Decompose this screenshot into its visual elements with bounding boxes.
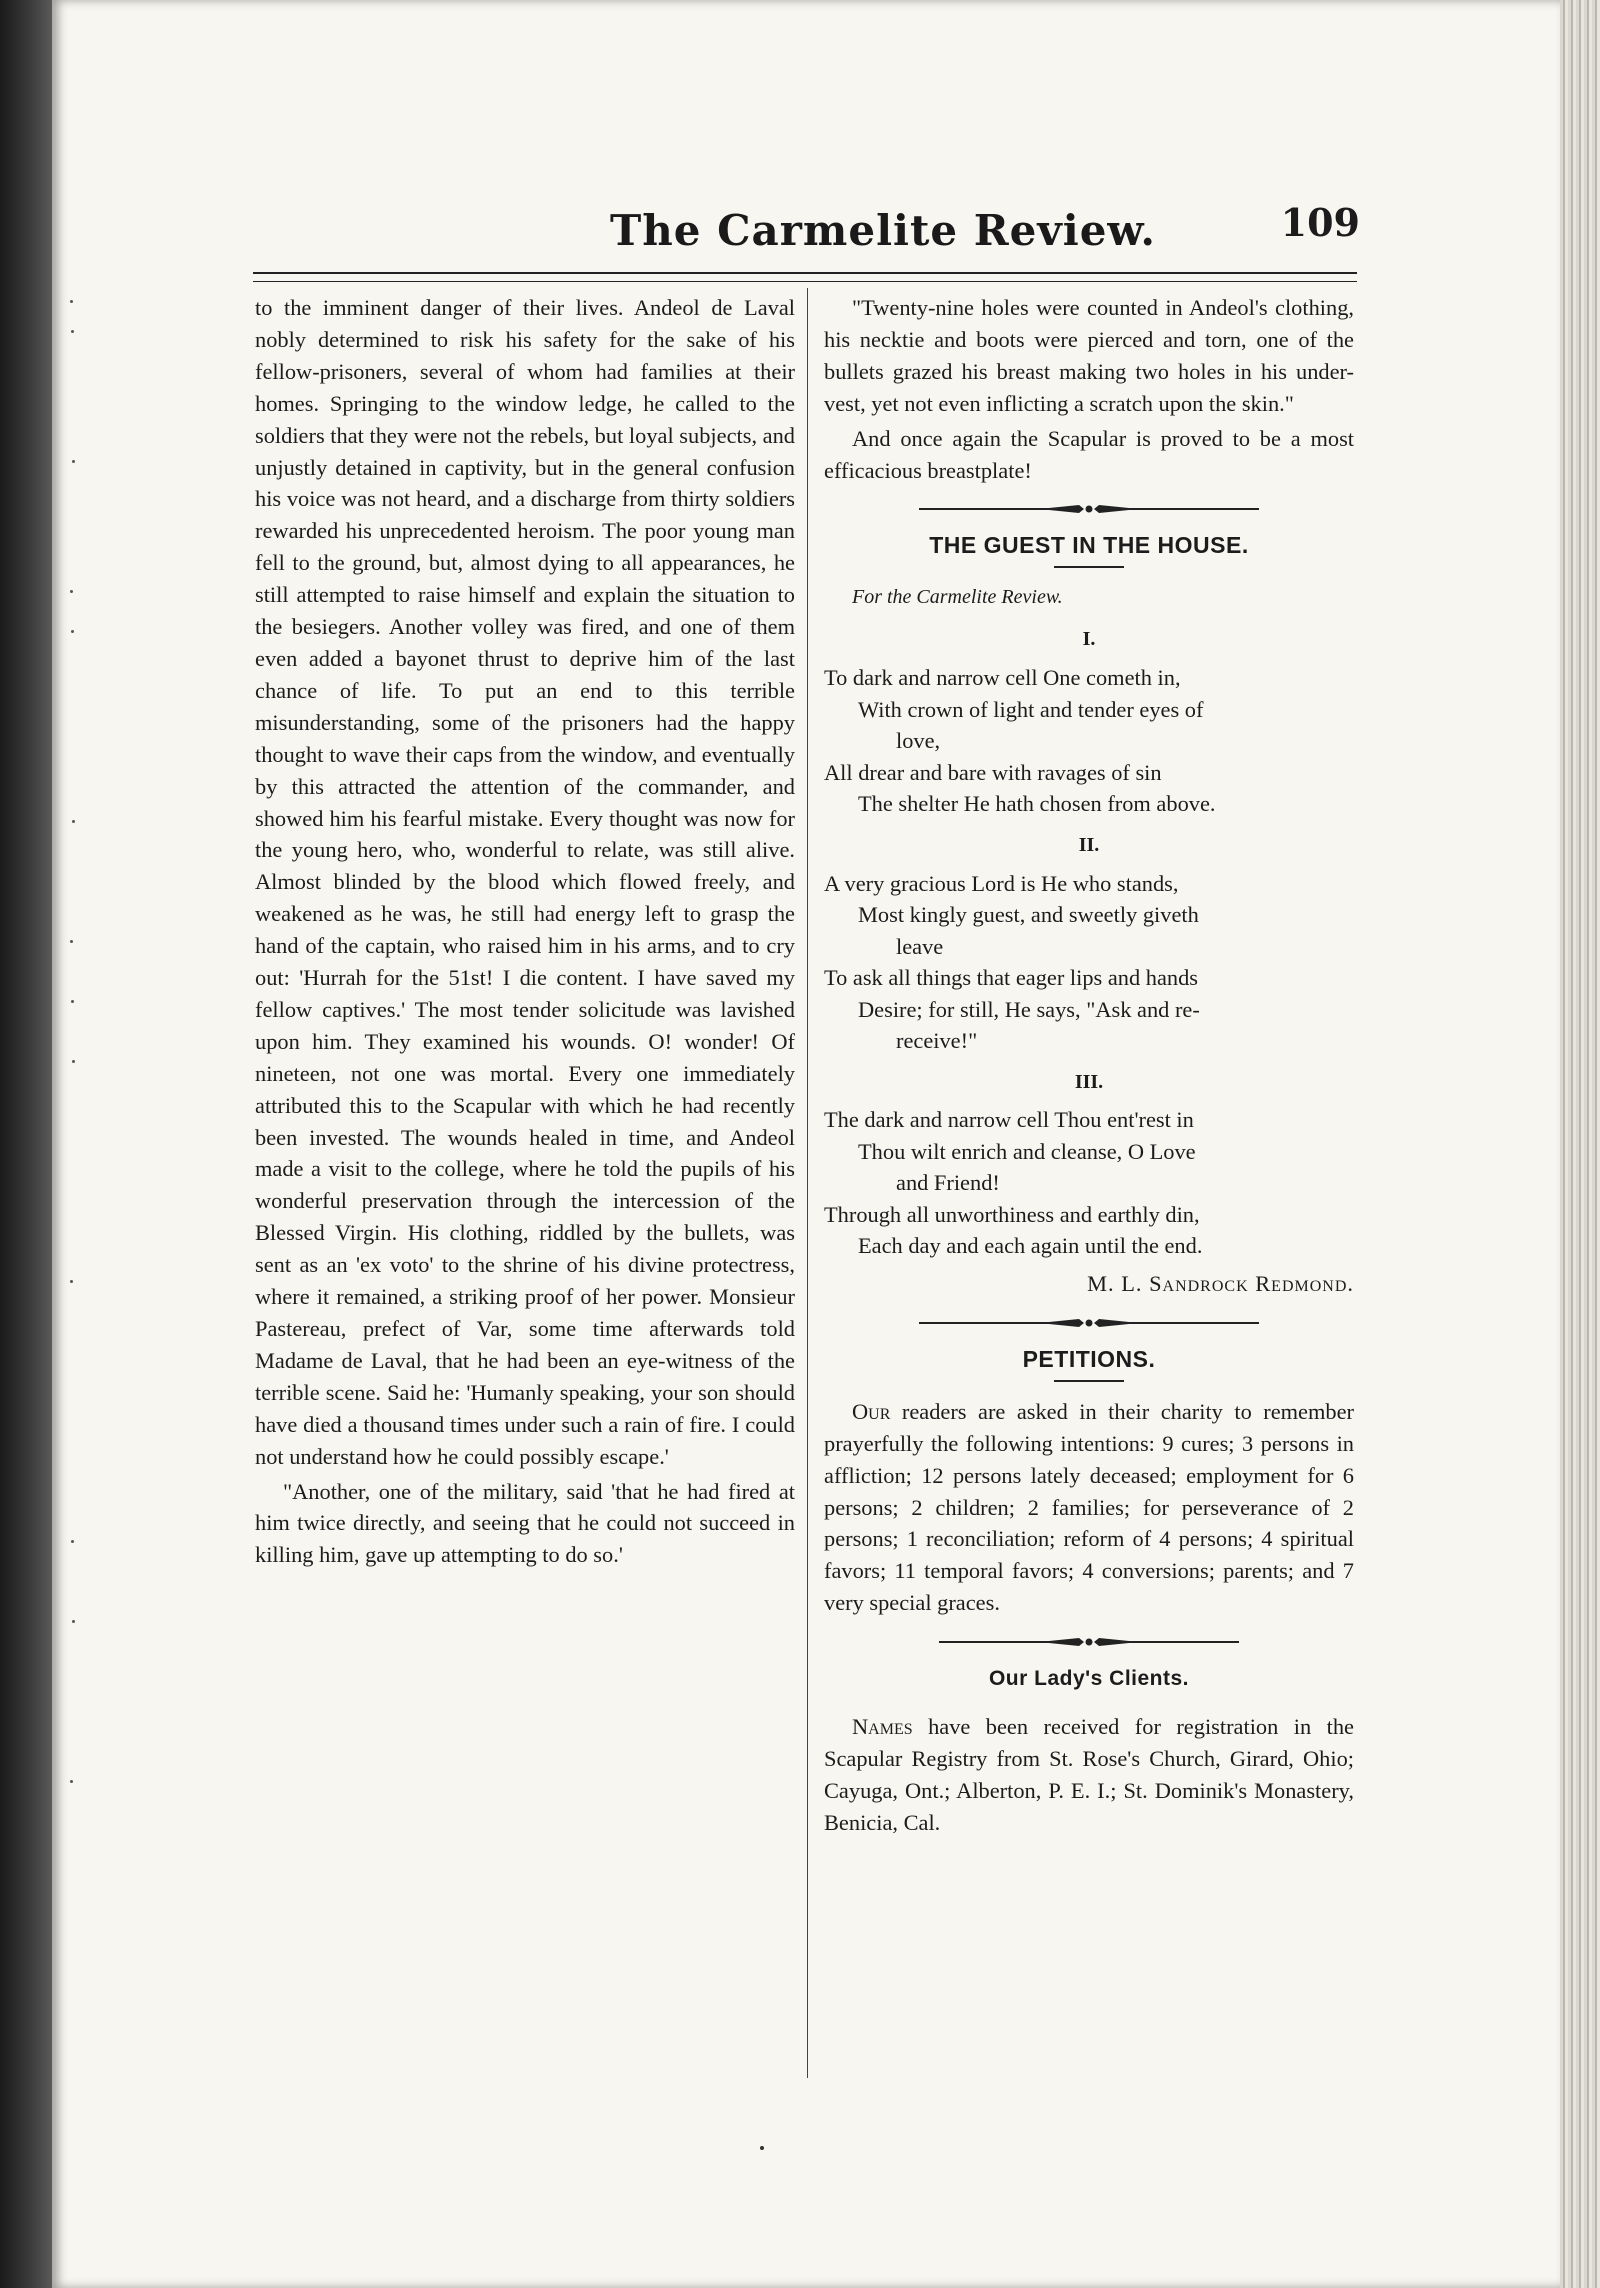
petitions-paragraph (824, 1396, 1354, 1619)
margin-speck (71, 330, 74, 333)
poem-line: Most kingly guest, and sweetly giveth (858, 902, 1199, 928)
ornament-divider (824, 1629, 1354, 1655)
margin-speck (71, 630, 74, 633)
clients-lead-word: Names (852, 1714, 913, 1740)
poem-line: and Friend! (896, 1170, 1000, 1196)
poem-line: The shelter He hath chosen from above. (858, 791, 1216, 817)
poem-line: Each day and each again until the end. (858, 1233, 1203, 1259)
left-paragraph-2: "Another, one of the military, said 'that he had fired at him twice directly, and seeing that he could not succeed in killing him, gave up attempting to do so.' (255, 1478, 795, 1568)
ornament-divider (824, 1310, 1354, 1336)
left-paragraph-1: to the imminent danger of their lives. Andeol de Laval nobly determined to risk his safety for the sake of his fellow-prisoners, several of whom had families at their homes. Springing to the window ledge, he called to the soldiers that they were not the rebels, but loyal subjects, and unjustly detained in captivity, but in the general confusion his voice was not heard, and a discharge from thirty soldiers rewarded his unprecedented heroism. The poor young man fell to the ground, but, almost dying to all appearances, he still attempted to raise himself and explain the situation to the besiegers. Another volley was fired, and one of them even added a bayonet thrust to deprive him of the last chance of life. To put an end to this terrible misunderstanding, some of the prisoners had the happy thought to wave their caps from the window, and eventually by this attracted the attention of the commander, and showed him his fearful mistake. Every thought was now for the young hero, who, wonderful to relate, was still alive. Almost blinded by the blood which flowed freely, and weakened as he was, he still had energy left to grasp the hand of the captain, who raised him in his arms, and to cry out: 'Hurrah for the 51st! I die content. I have saved my fellow captives.' The most tender solicitude was lavished upon him. They examined his wounds. O! wonder! Of nineteen, not one was mortal. Every one immediately attributed this to the Scapular with which he had recently been invested. The wounds healed in time, and Andeol made a visit to the college, where he told the pupils of his wonderful preservation through the intercession of the Blessed Virgin. His clothing, riddled by the bullets, was sent as an 'ex voto' to the shrine of his divine protectress, where it remained, a striking proof of her power. Monsieur Pastereau, prefect of Var, some time afterwards told Madame de Laval, that he had been an eye-witness of the terrible scene. Said he: 'Humanly speaking, your son should have died a thousand times under such a rain of fire. I could not understand how he could possibly escape.' (255, 295, 795, 1469)
ornament-divider (824, 496, 1354, 522)
print-speck (760, 2146, 764, 2150)
stanza-number: I. (1082, 628, 1096, 651)
ornament-divider-icon (919, 499, 1259, 519)
margin-speck (70, 1780, 73, 1783)
stanza-number: III. (1074, 1070, 1104, 1093)
column-divider (807, 288, 808, 2078)
margin-speck (72, 460, 75, 463)
poem-line: With crown of light and tender eyes of (858, 696, 1204, 722)
ornament-divider-icon (919, 1313, 1259, 1333)
petitions-lead-word: Our (852, 1398, 891, 1424)
poem-stanza-3 (824, 1104, 1354, 1262)
margin-speck (71, 1000, 74, 1003)
poem-stanza-1 (824, 662, 1354, 820)
poem-line: A very gracious Lord is He who stands, (824, 870, 1179, 896)
poem-line: Through all unworthiness and earthly din, (824, 1201, 1200, 1227)
poem-author: M. L. Sandrock Redmond. (1087, 1270, 1354, 1296)
margin-speck (70, 940, 73, 943)
petitions-text: readers are asked in their charity to remember prayerfully the following intentions: 9 cures; 3 persons in affliction; 12 persons lately deceased; employment for 6 persons; 2 children; 2 families; for perseverance of 2 persons; 1 reconciliation; reform of 4 persons; 4 spiritual favors; 11 temporal favors; 4 conversions; parents; and 7 very special graces. (824, 1398, 1354, 1616)
right-intro-paragraph-2: And once again the Scapular is proved to be a most efficacious breastplate! (824, 425, 1354, 483)
ornament-divider-icon (939, 1632, 1239, 1652)
stanza-number: II. (1078, 833, 1100, 856)
poem-stanza-2 (824, 868, 1354, 1057)
short-rule (1054, 566, 1124, 568)
margin-speck (72, 1620, 75, 1623)
clients-text: have been received for registration in the Scapular Registry from St. Rose's Church, Girard, Ohio; Cayuga, Ont.; Alberton, P. E. I.; St. Dominik's Monastery, Benicia, Cal. (824, 1714, 1354, 1835)
poem-line: The dark and narrow cell Thou ent'rest in (824, 1107, 1194, 1133)
margin-speck (70, 300, 73, 303)
poem-line: Thou wilt enrich and cleanse, O Love (858, 1138, 1196, 1164)
clients-paragraph (824, 1711, 1354, 1839)
short-rule (1054, 1380, 1124, 1382)
poem-line: leave (896, 933, 944, 959)
poem-line: To ask all things that eager lips and hands (824, 965, 1199, 991)
right-column (824, 292, 1354, 1839)
guest-heading: THE GUEST IN THE HOUSE. (929, 532, 1249, 559)
margin-specks (70, 300, 80, 1800)
page-header (250, 200, 1360, 270)
petitions-heading: PETITIONS. (1022, 1345, 1156, 1372)
scan-edge-left (0, 0, 52, 2288)
margin-speck (72, 820, 75, 823)
poem-line: All drear and bare with ravages of sin (824, 759, 1162, 785)
page-number: 109 (1280, 200, 1360, 245)
poem-source-line: For the Carmelite Review. (852, 586, 1063, 609)
poem-line: love, (896, 728, 941, 754)
clients-heading: Our Lady's Clients. (988, 1667, 1190, 1691)
margin-speck (70, 590, 73, 593)
margin-speck (71, 1540, 74, 1543)
right-intro-paragraph-1: "Twenty-nine holes were counted in Andeol's clothing, his necktie and boots were pierced and torn, one of the bullets grazed his breast making two holes in his under-vest, yet not even inflicting a scratch upon the skin." (824, 295, 1354, 416)
margin-speck (70, 1280, 73, 1283)
poem-line: Desire; for still, He says, "Ask and re- (858, 996, 1200, 1022)
header-rule (253, 272, 1357, 282)
poem-line: receive!" (896, 1028, 978, 1054)
page-stack-edge (1560, 0, 1600, 2288)
running-title: The Carmelite Review. (610, 206, 1156, 255)
poem-line: To dark and narrow cell One cometh in, (824, 665, 1181, 691)
left-column (255, 292, 795, 1571)
margin-speck (72, 1060, 75, 1063)
